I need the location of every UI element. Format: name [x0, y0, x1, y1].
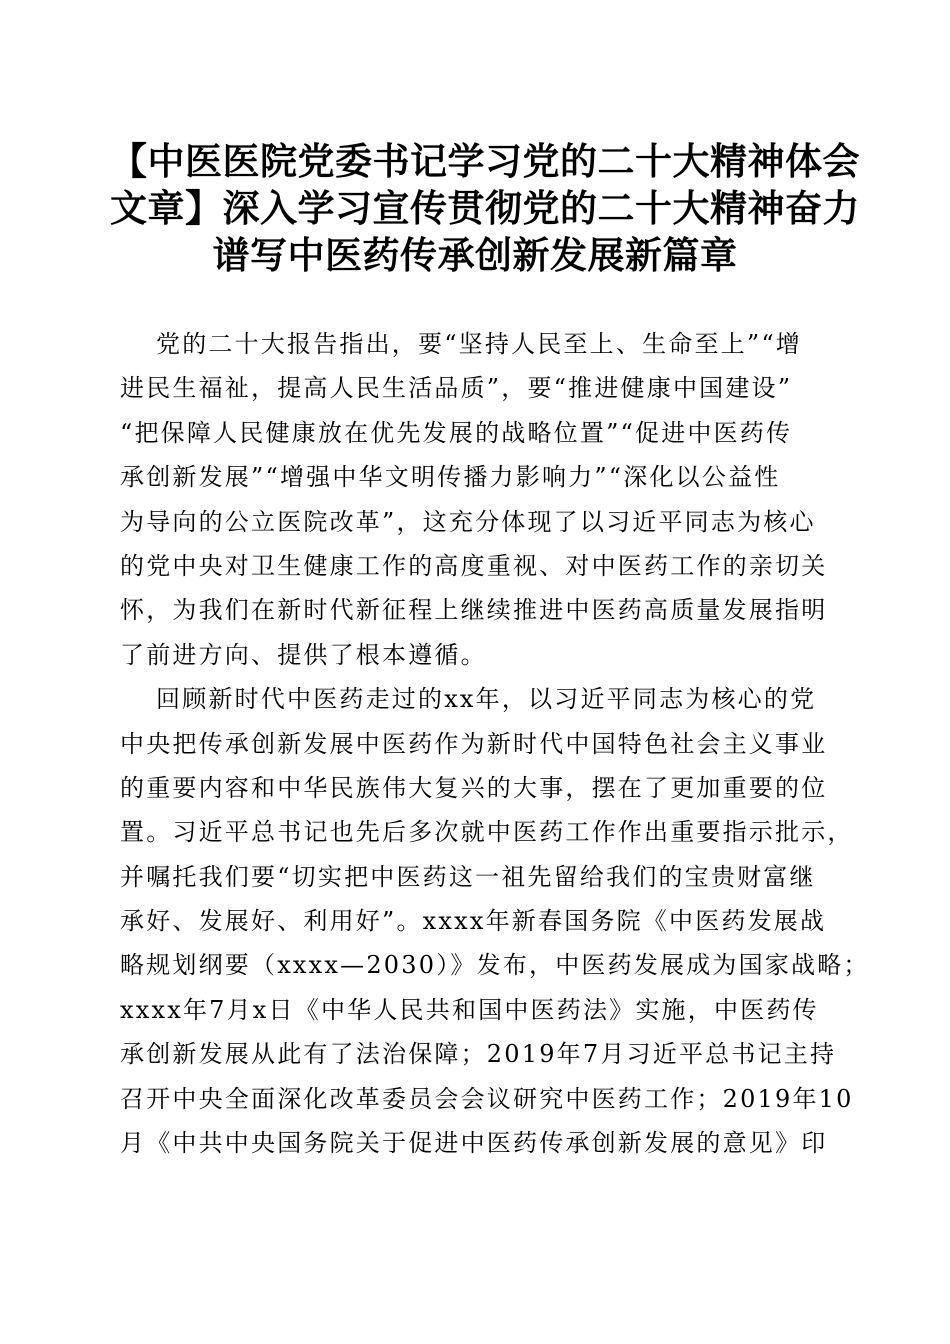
- document-title: [110, 138, 860, 279]
- paragraph-1-line: 的党中央对卫生健康工作的高度重视、对中医药工作的亲切关: [120, 551, 828, 580]
- paragraph-2-line: xxxx年7月x日《中华人民共和国中医药法》实施，中医药传: [120, 995, 819, 1024]
- paragraph-1-line: 为导向的公立医院改革”，这充分体现了以习近平同志为核心: [120, 507, 816, 536]
- paragraph-1-line: 党的二十大报告指出，要“坚持人民至上、生命至上”“增: [156, 330, 803, 358]
- paragraph-2-line: 承创新发展从此有了法治保障；2019年7月习近平总书记主持: [120, 1040, 837, 1069]
- title-line-1: 【中医医院党委书记学习党的二十大精神体会: [110, 139, 860, 183]
- paragraph-2-line: 承好、发展好、利用好”。xxxx年新春国务院《中医药发展战: [120, 907, 827, 936]
- paragraph-2: [120, 677, 870, 1165]
- paragraph-2-line: 回顾新时代中医药走过的xx年，以习近平同志为核心的党: [156, 685, 817, 714]
- paragraph-2-line: 的重要内容和中华民族伟大复兴的大事，摆在了更加重要的位: [120, 773, 828, 802]
- paragraph-2-line: 置。习近平总书记也先后多次就中医药工作作出重要指示批示，: [120, 818, 854, 847]
- paragraph-2-line: 并嘱托我们要“切实把中医药这一祖先留给我们的宝贵财富继: [120, 862, 816, 891]
- document-body: [120, 322, 870, 1165]
- paragraph-1-line: 进民生福祉，提高人民生活品质”，要“推进健康中国建设”: [120, 374, 793, 403]
- paragraph-2-line: 中央把传承创新发展中医药作为新时代中国特色社会主义事业: [120, 729, 828, 758]
- paragraph-1-line: 承创新发展”“增强中华文明传播力影响力”“深化以公益性: [120, 463, 781, 492]
- paragraph-1-line: 怀，为我们在新时代新征程上继续推进中医药高质量发展指明: [120, 596, 828, 625]
- paragraph-2-line: 月《中共中央国务院关于促进中医药传承创新发展的意见》印: [120, 1129, 828, 1158]
- paragraph-1-line: 了前进方向、提供了根本遵循。: [120, 640, 487, 669]
- paragraph-2-line: 召开中央全面深化改革委员会会议研究中医药工作；2019年10: [120, 1084, 854, 1113]
- title-line-2: 文章】深入学习宣传贯彻党的二十大精神奋力: [110, 186, 860, 230]
- paragraph-1-line: “把保障人民健康放在优先发展的战略位置”“促进中医药传: [120, 418, 793, 447]
- paragraph-2-line: 略规划纲要（xxxx—2030）》发布，中医药发展成为国家战略；: [120, 951, 870, 980]
- title-line-3: 谱写中医药传承创新发展新篇章: [212, 233, 738, 277]
- paragraph-1: [120, 322, 830, 677]
